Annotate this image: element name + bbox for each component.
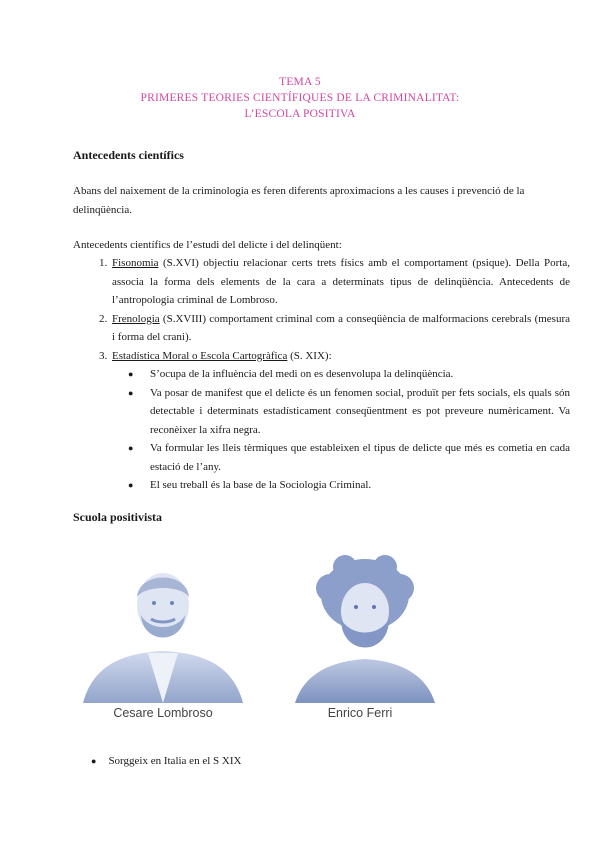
- bullet-icon: ●: [128, 387, 134, 398]
- section-heading-antecedents: Antecedents científics: [73, 148, 184, 162]
- sub-list-item: ● S’ocupa de la influència del medi on es desenvolupa la delinqüència.: [150, 365, 570, 384]
- list-intro: Antecedents científics de l’estudi del delicte i del delinqüent:: [73, 239, 342, 251]
- portrait-ferri-image: [275, 553, 455, 703]
- bullet-icon: ●: [128, 369, 134, 379]
- antecedents-list: [73, 254, 570, 495]
- caption-lombroso: Cesare Lombroso: [113, 706, 213, 720]
- title-block: [0, 74, 600, 122]
- term-estadistica-moral: Estadística Moral o Escola Cartogràfica: [112, 349, 288, 362]
- portrait-lombroso-image: [73, 553, 253, 703]
- term-fisonomia: Fisonomia: [112, 257, 159, 269]
- bullet-icon: ●: [128, 480, 134, 490]
- list-item: [110, 347, 570, 495]
- list-item: [110, 310, 570, 347]
- item-text: (S.XVI) objectiu relacionar certs trets físics amb el comportament (psique). Della Porta, associa la forma dels elements de la cara a determinats tipus de delinqüència. Antecedents de l’antropologia criminal de Lombroso.: [112, 257, 570, 306]
- bullet-text: Sorggeix en Italia en el S XIX: [108, 755, 242, 767]
- list-item: [110, 254, 570, 310]
- title-line-2: PRIMERES TEORIES CIENTÍFIQUES DE LA CRIMINALITAT:: [140, 92, 460, 104]
- sub-list-item: ● El seu treball és la base de la Sociologia Criminal.: [150, 476, 570, 495]
- bullet-icon: ●: [128, 443, 134, 453]
- term-frenologia: Frenologia: [112, 312, 160, 325]
- item-text: (S. XIX):: [287, 349, 332, 362]
- sub-list-item: ● Va posar de manifest que el delicte és un fenomen social, produït per fets socials, els quals són detectable i determinats estadísticament conseqüentment es pot preveure numèricament. Va reconèixer la xifra negra.: [150, 384, 570, 440]
- title-line-1: TEMA 5: [279, 76, 321, 88]
- item-text: (S.XVIII) comportament criminal com a conseqüència de malformacions cerebrals (mesura i forma del crani).: [112, 312, 570, 343]
- title-line-3: L’ESCOLA POSITIVA: [244, 108, 356, 120]
- section-heading-scuola: Scuola positivista: [73, 510, 163, 524]
- caption-ferri: Enrico Ferri: [327, 706, 393, 720]
- bullet-icon: ●: [91, 756, 97, 766]
- sub-list: [112, 365, 570, 495]
- intro-paragraph: Abans del naixement de la criminologia es feren diferents aproximacions a les causes i prevenció de la delinqüència.: [73, 185, 525, 216]
- sub-list-item: ● Va formular les lleis tèrmiques que estableixen el tipus de delicte que més es cometia en cada estació de l’any.: [150, 439, 570, 476]
- list-item: [91, 755, 241, 767]
